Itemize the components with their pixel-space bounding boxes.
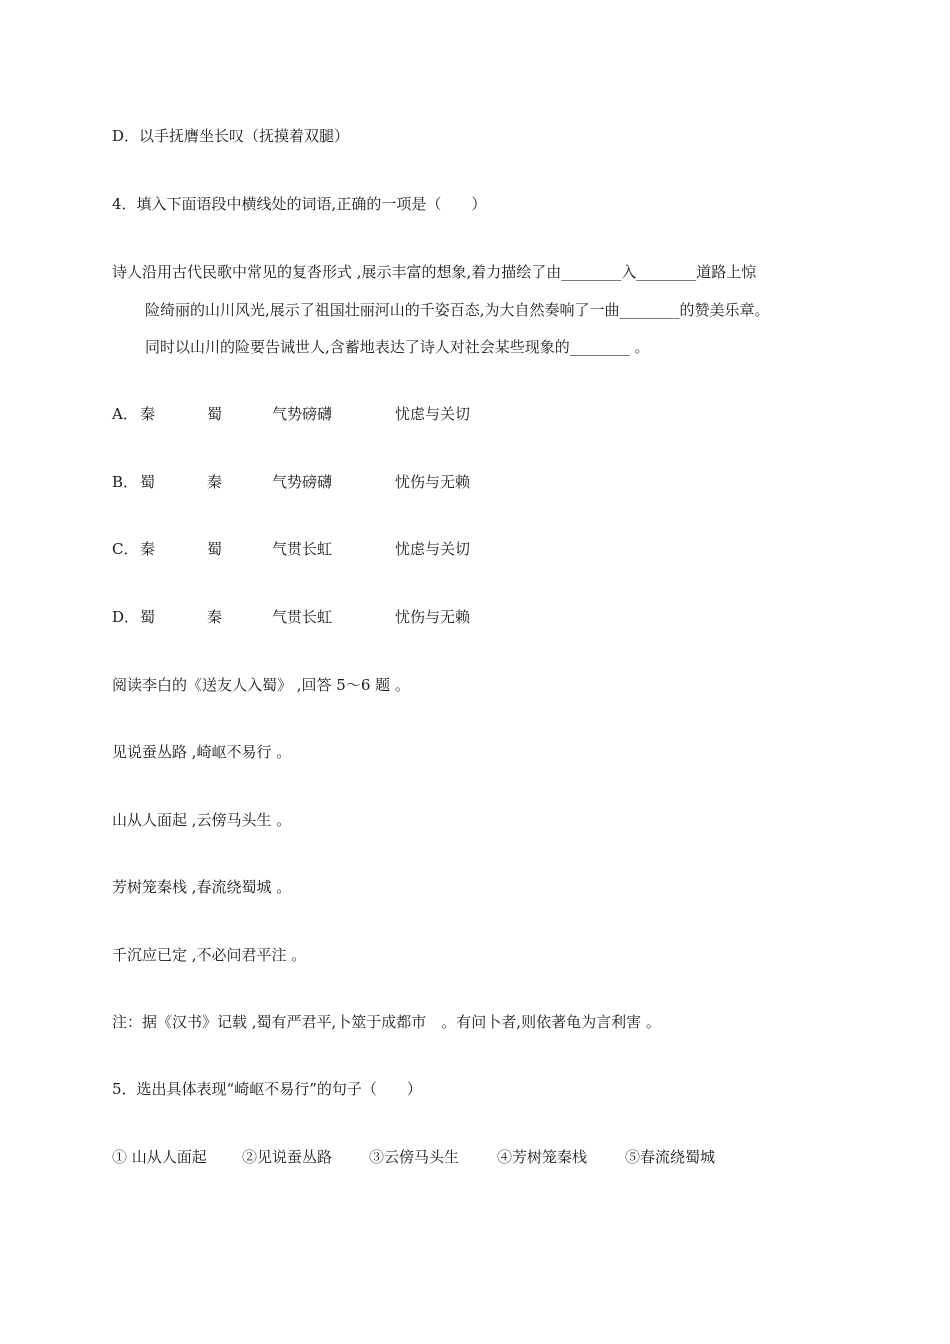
option-word-4: 忧虑与关切 bbox=[395, 405, 471, 423]
poem-line-3: 芳树笼秦栈 ,春流绕蜀城 。 bbox=[112, 878, 292, 896]
poem-line-1: 见说蚕丛路 ,崎岖不易行 。 bbox=[112, 743, 292, 761]
option-word-3: 气贯长虹 bbox=[272, 608, 333, 626]
q5-item-1: ① 山从人面起 bbox=[112, 1148, 207, 1166]
q5-item-5: ⑤春流绕蜀城 bbox=[625, 1148, 716, 1166]
q4-stem: 4．填入下面语段中横线处的词语,正确的一项是（ ） bbox=[112, 195, 487, 213]
poem-line-4: 千沉应已定 ,不必问君平注 。 bbox=[112, 946, 307, 964]
option-word-2: 秦 bbox=[207, 608, 223, 626]
option-word-3: 气势磅礴 bbox=[272, 473, 333, 491]
q5-item-4: ④芳树笼秦栈 bbox=[497, 1148, 588, 1166]
option-label: D． bbox=[112, 608, 140, 626]
reading-intro: 阅读李白的《送友人入蜀》 ,回答 5～6 题 。 bbox=[112, 676, 410, 694]
q5-items bbox=[112, 1147, 812, 1167]
option-word-1: 蜀 bbox=[140, 473, 156, 491]
annotation-note: 注：据《汉书》记载 ,蜀有严君平,卜筮于成都市 。有问卜者,则依著龟为言利害 。 bbox=[112, 1013, 661, 1031]
option-word-3: 气贯长虹 bbox=[272, 540, 333, 558]
option-word-2: 蜀 bbox=[207, 405, 223, 423]
option-word-1: 秦 bbox=[140, 540, 156, 558]
q4-passage-line-1: 诗人沿用古代民歌中常见的复沓形式 ,展示丰富的想象,着力描绘了由________入________道路上惊 bbox=[112, 263, 757, 281]
option-word-4: 忧虑与关切 bbox=[395, 540, 471, 558]
poem-line-2: 山从人面起 ,云傍马头生 。 bbox=[112, 811, 292, 829]
q5-stem: 5．选出具体表现“崎岖不易行”的句子（ ） bbox=[112, 1080, 422, 1098]
option-word-4: 忧伤与无赖 bbox=[395, 608, 471, 626]
option-word-4: 忧伤与无赖 bbox=[395, 473, 471, 491]
q4-option-c bbox=[112, 539, 612, 559]
q4-passage-line-2: 险绮丽的山川风光,展示了祖国壮丽河山的千姿百态,为大自然奏响了一曲________的赞美乐章。 bbox=[145, 301, 770, 319]
q4-option-d bbox=[112, 607, 612, 627]
q5-item-2: ②见说蚕丛路 bbox=[242, 1148, 333, 1166]
option-label: A． bbox=[112, 405, 138, 423]
option-word-1: 蜀 bbox=[140, 608, 156, 626]
q4-passage-line-3: 同时以山川的险要告诫世人,含蓄地表达了诗人对社会某些现象的________ 。 bbox=[145, 338, 650, 356]
option-word-2: 蜀 bbox=[207, 540, 223, 558]
option-word-3: 气势磅礴 bbox=[272, 405, 333, 423]
option-word-2: 秦 bbox=[207, 473, 223, 491]
option-label: B． bbox=[112, 473, 139, 491]
q4-option-a bbox=[112, 404, 612, 424]
q3-option-d: D．以手抚膺坐长叹（抚摸着双腿） bbox=[112, 127, 350, 145]
option-word-1: 秦 bbox=[140, 405, 156, 423]
option-label: C． bbox=[112, 540, 139, 558]
q5-item-3: ③云傍马头生 bbox=[369, 1148, 460, 1166]
q4-option-b bbox=[112, 472, 612, 492]
